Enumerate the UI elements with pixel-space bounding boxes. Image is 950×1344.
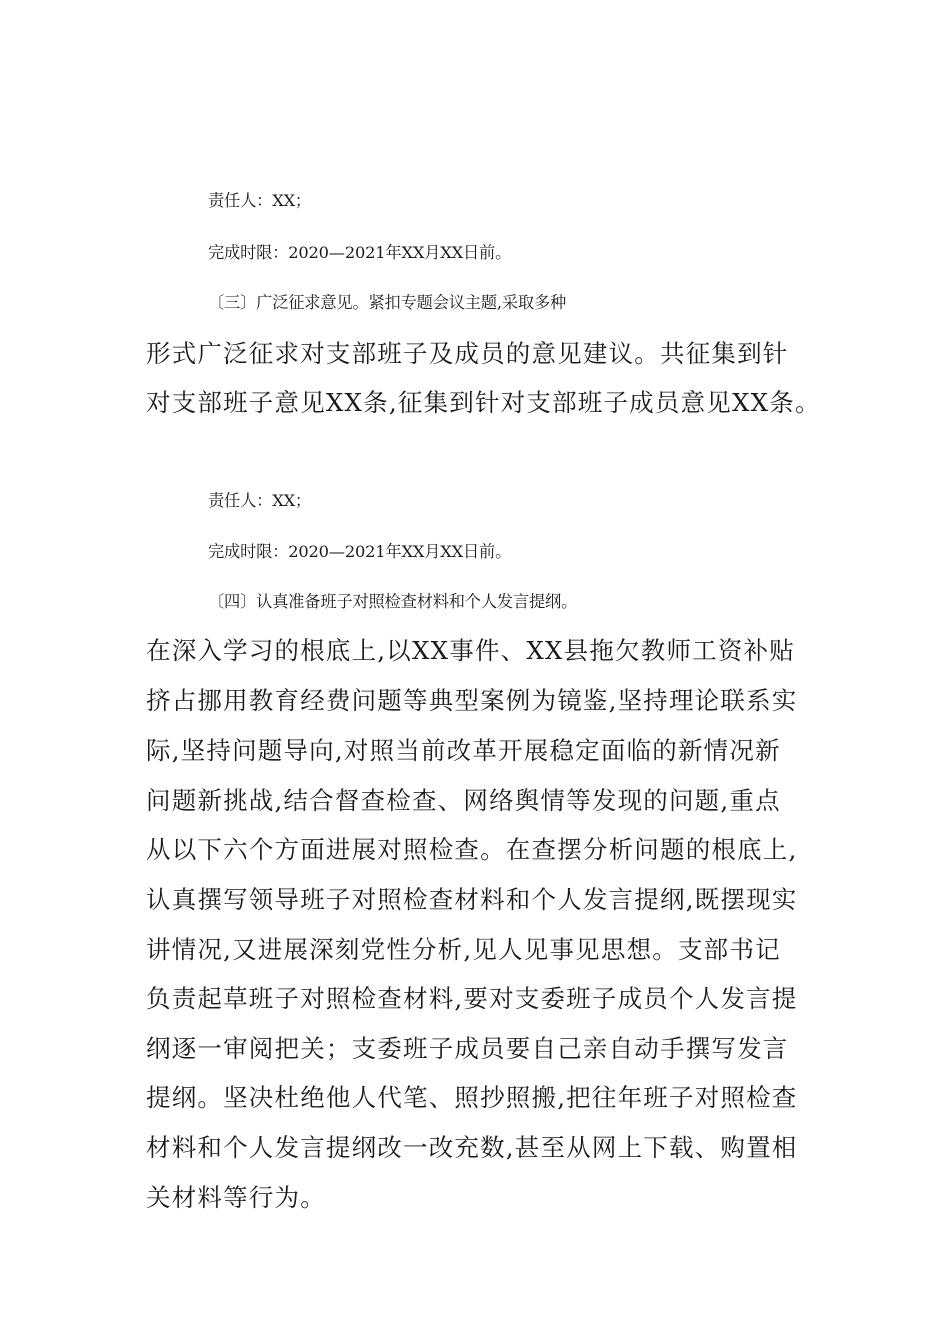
responsible-person-line-2: 责任人：XX； bbox=[208, 491, 311, 510]
section-three-heading: 〔三〕广泛征求意见。紧扣专题会议主题,采取多种 bbox=[208, 293, 567, 312]
section-four-line-5: 问题新挑战,结合督查检查、网络舆情等发现的问题,重点 bbox=[146, 786, 781, 815]
section-four-line-2: 在深入学习的根底上,以XX事件、XX县拖欠教师工资补贴 bbox=[146, 636, 795, 665]
responsible-person-line-1: 责任人：XX； bbox=[208, 191, 311, 210]
deadline-line-2: 完成时限：2020—2021年XX月XX日前。 bbox=[208, 542, 512, 561]
section-three-line-3: 对支部班子意见XX条,征集到针对支部班子成员意见XX条。 bbox=[146, 388, 821, 417]
section-four-line-8: 讲情况,又进展深刻党性分析,见人见事见思想。支部书记 bbox=[146, 935, 781, 964]
section-four-line-4: 际,坚持问题导向,对照当前改革开展稳定面临的新情况新 bbox=[146, 736, 781, 765]
section-four-line-13: 关材料等行为。 bbox=[146, 1183, 326, 1212]
section-four-line-6: 从以下六个方面进展对照检查。在查摆分析问题的根底上, bbox=[146, 835, 798, 864]
deadline-line-1: 完成时限：2020—2021年XX月XX日前。 bbox=[208, 243, 512, 262]
section-four-heading: 〔四〕认真准备班子对照检查材料和个人发言提纲。 bbox=[208, 592, 578, 611]
section-four-line-10: 纲逐一审阅把关；支委班子成员要自己亲自动手撰写发言 bbox=[146, 1034, 789, 1063]
section-three-line-2: 形式广泛征求对支部班子及成员的意见建议。共征集到针 bbox=[146, 339, 789, 368]
section-four-line-11: 提纲。坚决杜绝他人代笔、照抄照搬,把往年班子对照检查 bbox=[146, 1083, 798, 1112]
section-four-line-3: 挤占挪用教育经费问题等典型案例为镜鉴,坚持理论联系实 bbox=[146, 686, 798, 715]
section-four-line-7: 认真撰写领导班子对照检查材料和个人发言提纲,既摆现实 bbox=[146, 885, 798, 914]
section-four-line-9: 负责起草班子对照检查材料,要对支委班子成员个人发言提 bbox=[146, 984, 798, 1013]
section-four-line-12: 材料和个人发言提纲改一改充数,甚至从网上下载、购置相 bbox=[146, 1133, 798, 1162]
